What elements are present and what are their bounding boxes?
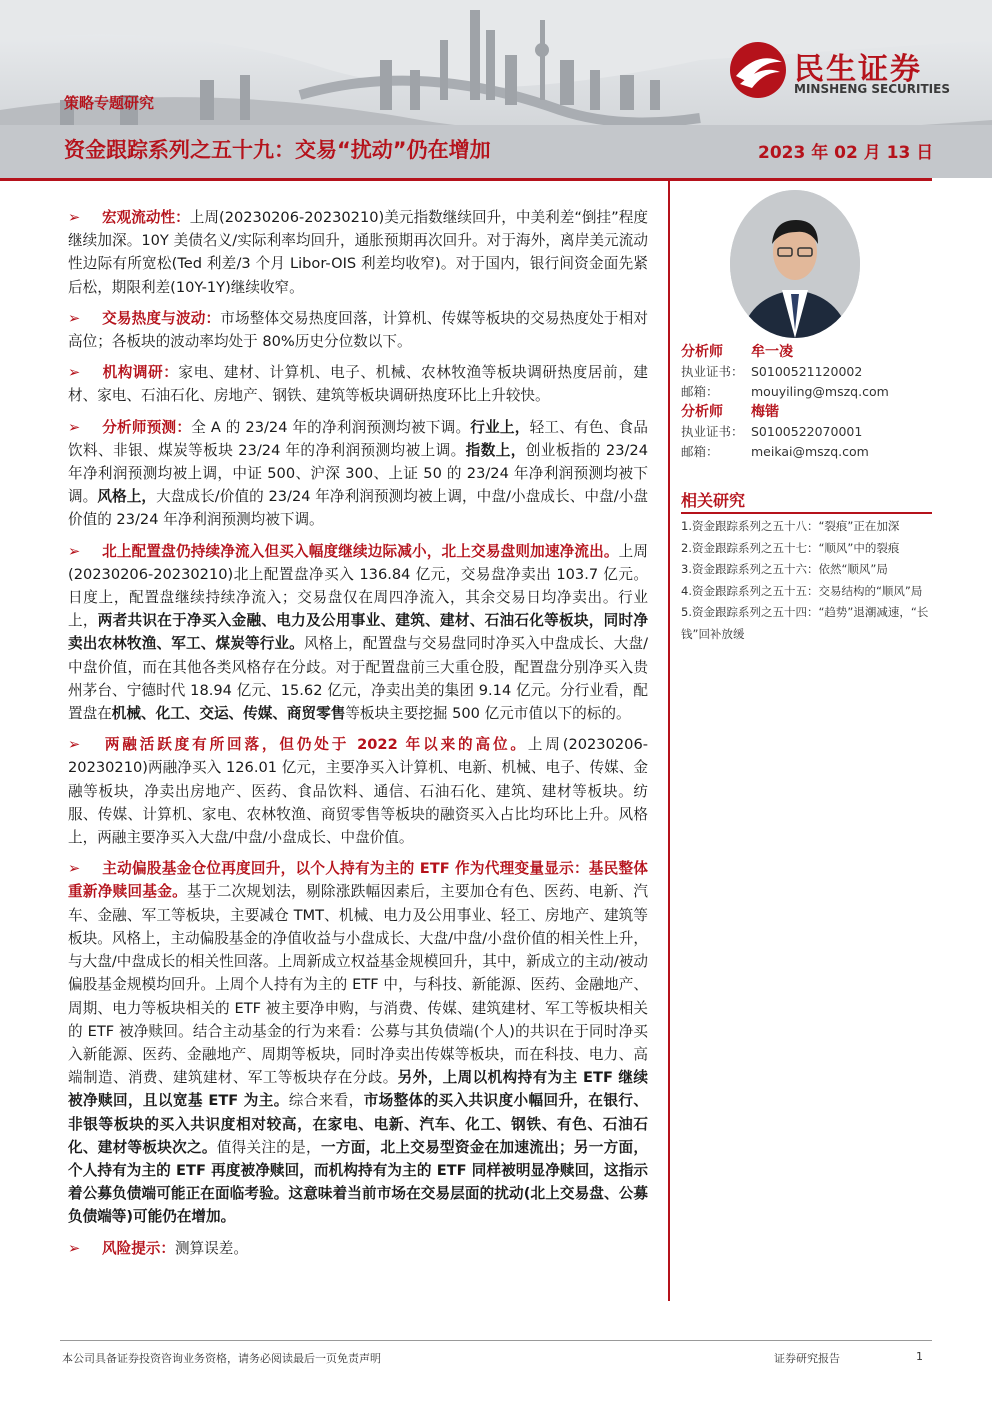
bullet-emphasis-text: 行业上， xyxy=(470,418,530,436)
bullet-text: 值得关注的是， xyxy=(216,1138,321,1156)
summary-bullet xyxy=(68,540,648,726)
bullet-text: 全 A 的 23/24 年的净利润预测均被下调。 xyxy=(191,418,471,436)
bullet-arrow-icon: ➢ xyxy=(68,209,81,226)
analyst-email[interactable]: meikai@mszq.com xyxy=(751,444,869,459)
analyst-email-label: 邮箱： xyxy=(681,444,719,459)
analyst-name: 梅锴 xyxy=(751,404,779,420)
bullet-emphasis-text: 风格上， xyxy=(97,488,157,506)
analyst-cert-label: 执业证书： xyxy=(681,364,744,379)
bullet-emphasis-text: 机械、化工、交运、传媒、商贸零售 xyxy=(111,705,346,723)
bullet-lead: 交易热度与波动： xyxy=(102,309,221,327)
summary-body xyxy=(68,206,648,1268)
related-research-item[interactable]: 4.资金跟踪系列之五十五：交易结构的“顺风”局 xyxy=(681,583,923,598)
header-divider xyxy=(0,178,932,181)
bullet-lead: 北上配置盘仍持续净流入但买入幅度继续边际减小，北上交易盘则加速净流出。 xyxy=(102,542,619,560)
footer-report-type: 证券研究报告 xyxy=(774,1352,840,1365)
related-research-title: 相关研究 xyxy=(681,491,746,510)
logo-chinese-text: 民生证券 xyxy=(794,52,922,87)
analyst-cert: S0100521120002 xyxy=(751,364,863,379)
bullet-lead: 两融活跃度有所回落，但仍处于 2022 年以来的高位。 xyxy=(102,736,528,754)
summary-bullet xyxy=(68,416,648,532)
analyst-email[interactable]: mouyiling@mszq.com xyxy=(751,384,889,399)
analyst-cert-label: 执业证书： xyxy=(681,424,744,439)
bullet-emphasis-text: 一方面，北上交易型资金在加速流出；另一方面，个人持有为主的 ETF 再度被净赎回，而机构持有为主的 ETF 同样被明显净赎回，这指示着公募负债端可能正在面临考验。这意味着当前市场在交易层面的扰动(北上交易盘、公募负债端等)可能仍在增加。 xyxy=(68,1138,648,1226)
bullet-text: 轻工、有色、食品饮料、非银、煤炭等板块 23/24 年的净利润预测均被上调。 xyxy=(68,418,648,459)
summary-bullet xyxy=(68,733,648,849)
bullet-emphasis-text: 指数上， xyxy=(465,441,526,459)
report-date: 2023 年 02 月 13 日 xyxy=(758,143,934,163)
related-research-item[interactable]: 2.资金跟踪系列之五十七：“顺风”中的裂痕 xyxy=(681,540,900,555)
bullet-lead: 分析师预测： xyxy=(102,418,192,436)
bullet-arrow-icon: ➢ xyxy=(68,1239,81,1257)
bullet-arrow-icon: ➢ xyxy=(68,542,81,560)
bullet-text: 上周(20230206-20230210)两融净买入 126.01 亿元，主要净买入计算机、电新、机械、电子、传媒、金融等板块，净卖出房地产、医药、食品饮料、通信、石油石化、建筑、建材等板块。纺服、传媒、计算机、家电、农林牧渔、商贸零售等板块的融资买入占比均环比上升。风格上，两融主要净买入大盘/中盘/小盘成长、中盘价值。 xyxy=(68,736,649,847)
analyst-role: 分析师 xyxy=(681,404,723,420)
summary-bullet xyxy=(68,361,648,407)
analyst-role: 分析师 xyxy=(681,344,723,360)
bullet-lead: 风险提示： xyxy=(102,1239,175,1257)
analyst-photo xyxy=(730,190,860,338)
column-divider xyxy=(668,181,670,1301)
bullet-text: 基于二次规划法，剔除涨跌幅因素后，主要加仓有色、医药、电新、汽车、金融、军工等板块，主要减仓 TMT、机械、电力及公用事业、轻工、房地产、建筑等板块。风格上，主动偏股基金的净值收益与小盘成长、大盘/中盘/小盘价值的相关性上升，与大盘/中盘成长的相关性回落。上周新成立权益基金规模回升，其中，新成立的主动/被动偏股基金规模均回升。上周个人持有为主的 ETF 中，与科技、新能源、医药、金融地产、周期、电力等板块相关的 ETF 被主要净申购，与消费、传媒、建筑建材、军工等板块相关的 ETF 被净赎回。结合主动基金的行为来看：公募与其负债端(个人)的共识在于同时净买入新能源、医药、金融地产、周期等板块，同时净卖出传媒等板块，而在科技、电力、高端制造、消费、建筑建材、军工等板块存在分歧。 xyxy=(68,883,648,1087)
report-category: 策略专题研究 xyxy=(64,94,155,112)
bullet-lead: 主动偏股基金仓位再度回升，以个人持有为主的 ETF 作为代理变量显示：基民整体重新净赎回基金。 xyxy=(68,860,648,901)
analyst-name-row xyxy=(681,342,931,362)
bullet-arrow-icon: ➢ xyxy=(68,736,81,754)
related-research-list xyxy=(681,516,932,645)
related-research-item[interactable]: 3.资金跟踪系列之五十六：依然“顺风”局 xyxy=(681,562,888,576)
bullet-text: 上周(20230206-20230210)美元指数继续回升，中美利差“倒挂”程度继续加深。10Y 美债名义/实际利率均回升，通胀预期再次回升。对于海外，离岸美元流动性边际有所宽松(Ted 利差/3 个月 Libor-OIS 利差均收窄)。对于国内，银行间资金面先紧后松，期限利差(10Y-1Y)继续收窄。 xyxy=(68,209,648,296)
summary-bullet xyxy=(68,307,648,353)
bullet-arrow-icon: ➢ xyxy=(68,860,81,878)
bullet-text: 测算误差。 xyxy=(174,1239,248,1257)
summary-bullet xyxy=(68,206,648,299)
analyst-email-row xyxy=(681,442,931,462)
bullet-lead: 宏观流动性： xyxy=(102,209,190,226)
bullet-text: 市场整体交易热度回落，计算机、传媒等板块的交易热度处于相对高位；各板块的波动率均处于 80%历史分位数以下。 xyxy=(68,309,648,351)
analyst-email-row xyxy=(681,382,931,402)
bullet-text: 上周(20230206-20230210)北上配置盘净买入 136.84 亿元，交易盘净卖出 103.7 亿元。日度上，配置盘继续持续净流入；交易盘仅在周四净流入，其余交易日均净卖出。行业上， xyxy=(68,542,648,630)
bullet-emphasis-text: 市场整体的买入共识度小幅回升，在银行、非银等板块的买入共识度相对较高，在家电、电新、汽车、化工、钢铁、有色、石油石化、建材等板块次之。 xyxy=(68,1092,648,1156)
bullet-arrow-icon: ➢ xyxy=(68,364,81,382)
bullet-text: 大盘成长/价值的 23/24 年净利润预测均被上调，中盘/小盘成长、中盘/小盘价值的 23/24 年净利润预测均被下调。 xyxy=(68,488,648,529)
summary-bullet xyxy=(68,857,648,1228)
bullet-arrow-icon: ➢ xyxy=(68,309,81,327)
bullet-text: 综合来看， xyxy=(288,1092,364,1110)
related-research-item[interactable]: 5.资金跟踪系列之五十四：“趋势”退潮减速，“长钱”回补放缓 xyxy=(681,605,929,641)
footer-disclaimer: 本公司具备证券投资咨询业务资格，请务必阅读最后一页免责声明 xyxy=(62,1352,381,1365)
analyst-cert-row xyxy=(681,362,931,382)
bullet-text: 家电、建材、计算机、电子、机械、农林牧渔等板块调研热度居前，建材、家电、石油石化、房地产、钢铁、建筑等板块调研热度环比上升较快。 xyxy=(68,364,648,405)
bullet-text: 等板块主要挖掘 500 亿元市值以下的标的。 xyxy=(345,705,631,723)
analyst-name: 牟一凌 xyxy=(751,344,793,360)
analyst-cert: S0100522070001 xyxy=(751,424,863,439)
bullet-text: 风格上，配置盘与交易盘同时净买入中盘成长、大盘/中盘价值，而在其他各类风格存在分歧。对于配置盘前三大重仓股，配置盘分别净买入贵州茅台、宁德时代 18.94 亿元、15.62 亿元，净卖出美的集团 9.14 亿元。分行业看，配置盘在 xyxy=(68,635,648,723)
report-title: 资金跟踪系列之五十九：交易“扰动”仍在增加 xyxy=(64,138,491,162)
page-number: 1 xyxy=(916,1350,923,1363)
footer-divider xyxy=(60,1340,932,1341)
related-research-item[interactable]: 1.资金跟踪系列之五十八：“裂痕”正在加深 xyxy=(681,519,900,533)
analyst-email-label: 邮箱： xyxy=(681,384,719,399)
bullet-text: 创业板指的 23/24 年净利润预测均被上调，中证 500、沪深 300、上证 50 的 23/24 年净利润预测均被下调。 xyxy=(68,441,648,506)
analyst-name-row xyxy=(681,402,931,422)
bullet-arrow-icon: ➢ xyxy=(68,418,81,436)
bullet-emphasis-text: 另外，上周以机构持有为主 ETF 继续被净赎回，且以宽基 ETF 为主。 xyxy=(68,1069,648,1110)
related-research-divider xyxy=(681,512,932,514)
logo-english-text: MINSHENG SECURITIES xyxy=(794,82,950,96)
bullet-lead: 机构调研： xyxy=(102,364,179,382)
analyst-info xyxy=(681,342,931,462)
bullet-emphasis-text: 两者共识在于净买入金融、电力及公用事业、建筑、建材、石油石化等板块，同时净卖出农林牧渔、军工、煤炭等行业。 xyxy=(68,612,648,653)
analyst-cert-row xyxy=(681,422,931,442)
summary-bullet xyxy=(68,1237,648,1260)
